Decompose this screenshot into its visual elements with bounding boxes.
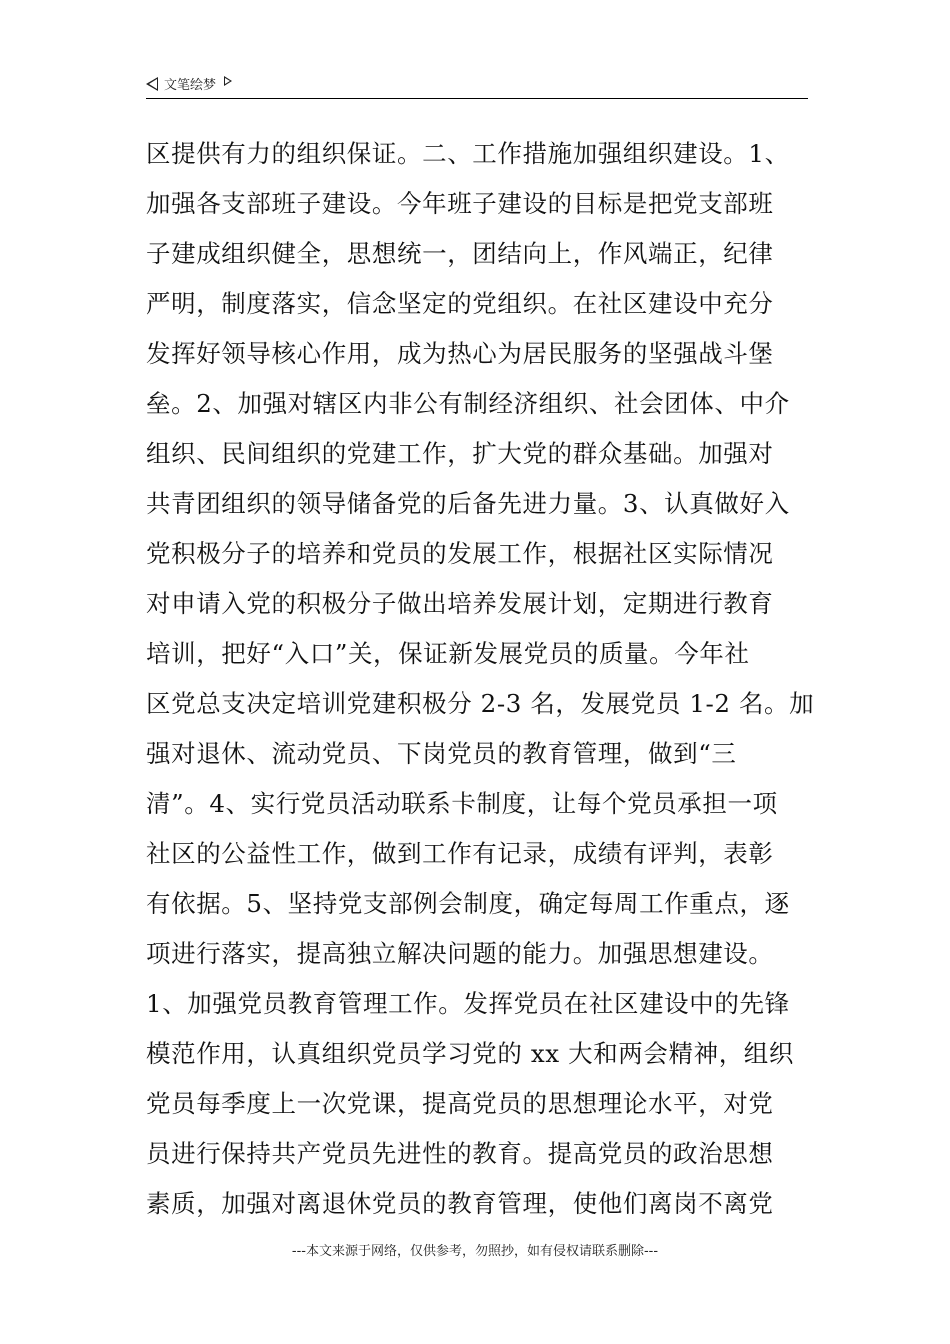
page-footer-disclaimer: ---本文来源于网络，仅供参考，勿照抄，如有侵权请联系删除---: [291, 1244, 659, 1259]
text-line: 垒。2、加强对辖区内非公有制经济组织、社会团体、中介: [146, 389, 790, 418]
text-line: 有依据。5、坚持党支部例会制度，确定每周工作重点，逐: [146, 889, 790, 918]
text-line: 党员每季度上一次党课，提高党员的思想理论水平，对党: [146, 1089, 774, 1118]
text-line: 对申请入党的积极分子做出培养发展计划，定期进行教育: [146, 589, 774, 618]
text-line: 清”。4、实行党员活动联系卡制度，让每个党员承担一项: [146, 789, 778, 818]
text-line: 区党总支决定培训党建积极分 2-3 名，发展党员 1-2 名。加: [146, 689, 815, 718]
text-line: 项进行落实，提高独立解决问题的能力。加强思想建设。: [146, 939, 774, 968]
text-line: 严明，制度落实，信念坚定的党组织。在社区建设中充分: [146, 289, 774, 318]
text-line: 员进行保持共产党员先进性的教育。提高党员的政治思想: [146, 1139, 774, 1168]
header-title: 文笔绘梦: [164, 78, 217, 93]
text-line: 组织、民间组织的党建工作，扩大党的群众基础。加强对: [146, 439, 774, 468]
triangle-left-outline-icon: [146, 77, 158, 91]
text-line: 1、加强党员教育管理工作。发挥党员在社区建设中的先锋: [146, 989, 790, 1018]
text-line: 素质，加强对离退休党员的教育管理，使他们离岗不离党: [146, 1189, 774, 1218]
text-line: 培训，把好“入口”关，保证新发展党员的质量。今年社: [146, 639, 750, 668]
text-line: 共青团组织的领导储备党的后备先进力量。3、认真做好入: [146, 489, 790, 518]
document-body: [146, 129, 826, 1229]
triangle-right-outline-icon: [224, 76, 232, 86]
text-line: 模范作用，认真组织党员学习党的 xx 大和两会精神，组织: [146, 1039, 795, 1068]
page-header: [146, 72, 808, 99]
text-line: 社区的公益性工作，做到工作有记录，成绩有评判，表彰: [146, 839, 774, 868]
header-content: [146, 74, 232, 93]
text-line: 加强各支部班子建设。今年班子建设的目标是把党支部班: [146, 189, 774, 218]
text-line: 子建成组织健全，思想统一，团结向上，作风端正，纪律: [146, 239, 774, 268]
text-line: 区提供有力的组织保证。二、工作措施加强组织建设。1、: [146, 139, 790, 168]
text-line: 强对退休、流动党员、下岗党员的教育管理，做到“三: [146, 739, 737, 768]
text-line: 发挥好领导核心作用，成为热心为居民服务的坚强战斗堡: [146, 339, 774, 368]
text-line: 党积极分子的培养和党员的发展工作，根据社区实际情况: [146, 539, 774, 568]
